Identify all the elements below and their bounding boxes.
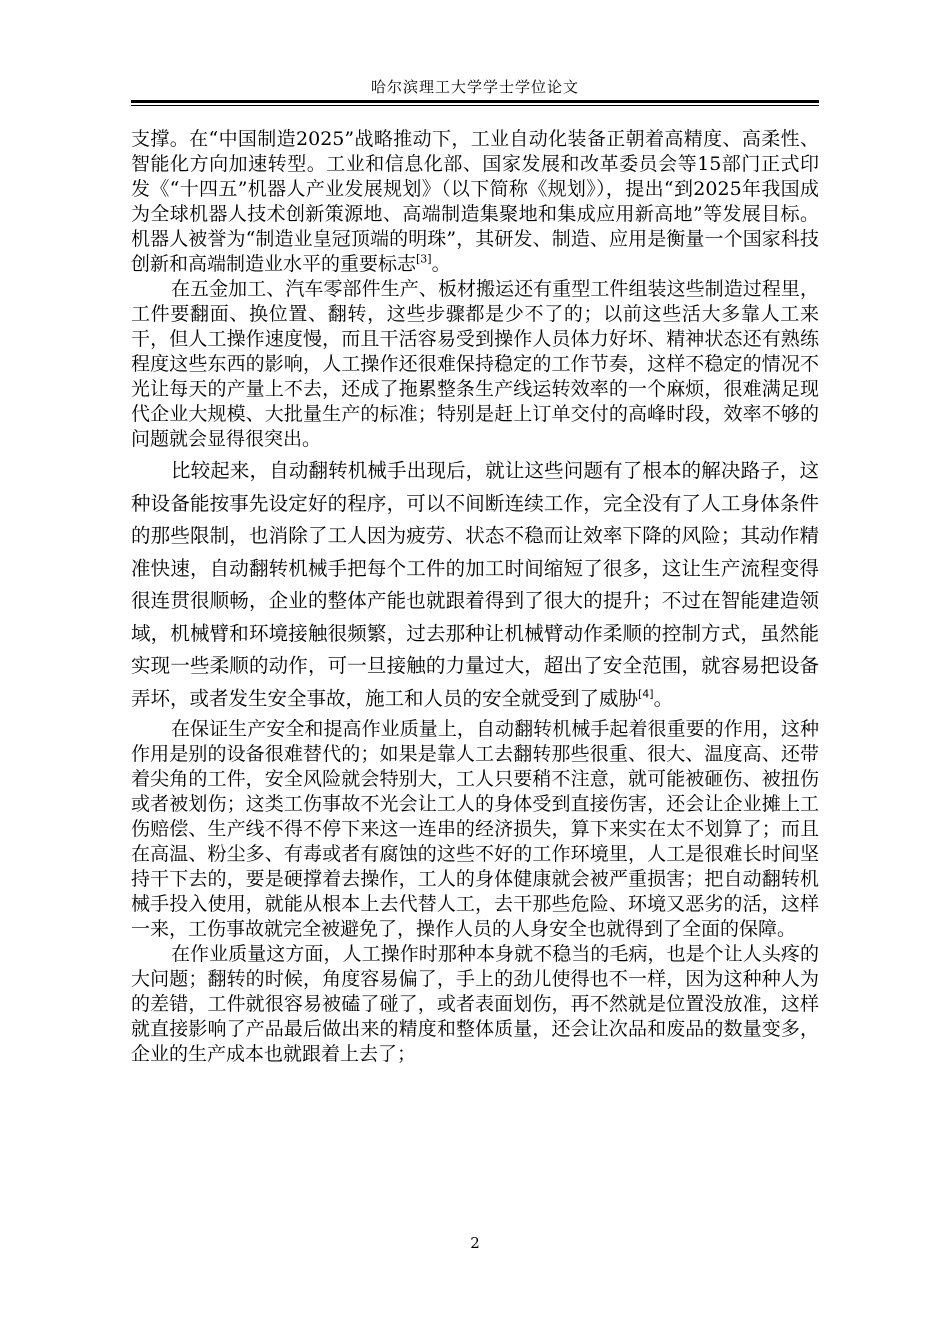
paragraph-2 [131,277,819,452]
paragraph-1 [131,127,819,277]
paragraph-1-text: 支撑。在“中国制造2025”战略推动下，工业自动化装备正朝着高精度、高柔性、智能化方向加速转型。工业和信息化部、国家发展和改革委员会等15部门正式印发《“十四五”机器人产业发展规划》（以下简称《规划》），提出“到2025年我国成为全球机器人技术创新策源地、高端制造集聚地和集成应用新高地”等发展目标。机器人被誉为“制造业皇冠顶端的明珠”，其研发、制造、应用是衡量一个国家科技创新和高端制造业水平的重要标志 [131,128,819,275]
citation-4: [4] [638,687,654,700]
paragraph-1-tail: 。 [431,253,451,275]
paragraph-3-tail: 。 [653,686,674,710]
paragraph-3-text: 比较起来，自动翻转机械手出现后，就让这些问题有了根本的解决路子，这种设备能按事先设定好的程序，可以不间断连续工作，完全没有了人工身体条件的那些限制，也消除了工人因为疲劳、状态不稳而让效率下降的风险；其动作精准快速，自动翻转机械手把每个工件的加工时间缩短了很多，这让生产流程变得很连贯很顺畅，企业的整体产能也就跟着得到了很大的提升；不过在智能建造领域，机械臂和环境接触很频繁，过去那种让机械臂动作柔顺的控制方式，虽然能实现一些柔顺的动作，可一旦接触的力量过大，超出了安全范围，就容易把设备弄坏，或者发生安全事故，施工和人员的安全就受到了威胁 [131,459,819,710]
running-header: 哈尔滨理工大学学士学位论文 [370,78,579,96]
paragraph-5 [131,942,819,1067]
paragraph-2-text: 在五金加工、汽车零部件生产、板材搬运还有重型工件组装这些制造过程里，工件要翻面、换位置、翻转，这些步骤都是少不了的；以前这些活大多靠人工来干，但人工操作速度慢，而且干活容易受到操作人员体力好坏、精神状态还有熟练程度这些东西的影响，人工操作还很难保持稳定的工作节奏，这样不稳定的情况不光让每天的产量上不去，还成了拖累整条生产线运转效率的一个麻烦，很难满足现代企业大规模、大批量生产的标准；特别是赶上订单交付的高峰时段，效率不够的问题就会显得很突出。 [131,278,819,450]
header-rule-thick [131,100,819,103]
body-text [131,127,819,1067]
paragraph-3 [131,455,819,715]
citation-3: [3] [416,252,432,266]
paragraph-4-text: 在保证生产安全和提高作业质量上，自动翻转机械手起着很重要的作用，这种作用是别的设备很难替代的；如果是靠人工去翻转那些很重、很大、温度高、还带着尖角的工件，安全风险就会特别大，工人只要稍不注意，就可能被砸伤、被扭伤或者被划伤；这类工伤事故不光会让工人的身体受到直接伤害，还会让企业摊上工伤赔偿、生产线不得不停下来这一连串的经济损失，算下来实在太不划算了；而且在高温、粉尘多、有毒或者有腐蚀的这些不好的工作环境里，人工是很难长时间坚持干下去的，要是硬撑着去操作，工人的身体健康就会被严重损害；把自动翻转机械手投入使用，就能从根本上去代替人工，去干那些危险、环境又恶劣的活，这样一来，工伤事故就完全被避免了，操作人员的人身安全也就得到了全面的保障。 [131,718,819,940]
paragraph-4 [131,717,819,942]
page-number: 2 [470,1234,480,1252]
paragraph-5-text: 在作业质量这方面，人工操作时那种本身就不稳当的毛病，也是个让人头疼的大问题；翻转的时候，角度容易偏了，手上的劲儿使得也不一样，因为这种种人为的差错，工件就很容易被磕了碰了，或者表面划伤，再不然就是位置没放准，这样就直接影响了产品最后做出来的精度和整体质量，还会让次品和废品的数量变多，企业的生产成本也就跟着上去了； [131,943,819,1065]
header-rule-thin [131,105,819,106]
